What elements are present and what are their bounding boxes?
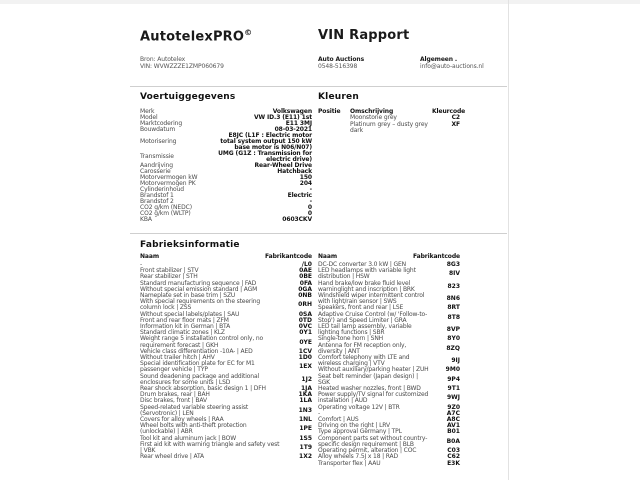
factory-section-title: Fabrieksinformatie [140,240,240,250]
factory-item-name: Drum brakes, rear | BAH [140,391,210,399]
brand-name: AutotelexPRO [140,29,245,45]
factory-row [140,454,312,460]
factory-item-name: Disc brakes, front | BAV [140,397,207,405]
factory-item-code: 8RT [447,304,460,312]
factory-item-code: C03 [447,447,460,455]
factory-item-code: 823 [447,282,460,290]
vehicle-row-value: - [309,186,312,193]
general-email: info@auto-auctions.nl [420,63,484,70]
factory-item-code: A7C [446,409,460,417]
company-block [318,56,364,70]
factory-item-name: LED headlamps with variable light distribution | HSW [318,267,416,281]
source-block [140,56,224,70]
factory-item-name: Operating permit, alteration | COC [318,447,417,455]
factory-item-name: Comfort | AUS [318,416,359,424]
vehicle-row-value: 0 [307,210,312,217]
vehicle-row-label: Model [140,114,158,121]
factory-row [318,461,460,467]
factory-item-name: DC-DC converter 3.0 kW | GEN [318,261,407,268]
factory-item-name: Without special emission standard | AGM [140,285,258,293]
factory-row [140,336,312,348]
factory-item-code: 1KA [298,391,312,399]
factory-item-code: 9P4 [447,375,460,383]
factory-item-name: Seat belt reminder (Japan design) | SGK [318,372,418,386]
factory-item-name: LED tail lamp assembly, variable lighting functions | SBR [318,323,412,337]
factory-item-code: 8T8 [447,313,460,321]
factory-item-code: 0FA [299,279,312,287]
factory-item-code: 1J2 [301,375,312,383]
colors-table [318,108,466,135]
factory-item-code: 8Y0 [447,335,460,343]
brand-logo-text [140,28,252,44]
factory-item-code: A8C [446,416,460,424]
factory-right-body [318,262,460,467]
company-name: Auto Auctions [318,56,365,63]
vehicle-row-label: KBA [140,216,152,223]
vehicle-row-label: Brandstof 1 [140,192,174,199]
vehicle-row-label: Marktcodering [140,120,183,127]
company-phone: 0548-516398 [318,63,358,70]
factory-item-name: Without auxiliary/parking heater | ZUH [318,366,429,374]
factory-item-code: 0BE [299,273,312,281]
factory-item-code: 1EX [299,363,312,371]
factory-item-code: E3K [447,459,460,467]
factory-row [140,299,312,311]
vehicle-row-label: CO2 g/km (NEDC) [140,204,192,211]
factory-item-code: 1LA [299,397,312,405]
vehicle-row [140,217,312,223]
factory-item-name: Heated washer nozzles, front | BWD [318,385,421,393]
vehicle-data-table [140,109,312,223]
page-right-edge-line [508,0,509,480]
factory-item-code: 9IJ [451,357,460,365]
factory-item-code: 1T9 [299,443,312,451]
factory-item-code: 0YE [299,338,312,346]
vehicle-row-label: Transmissie [140,153,174,160]
factory-item-name: First aid kit with warning triangle and safety vest | VBK [140,440,280,455]
factory-item-code: 1S5 [299,434,312,442]
factory-item-name: Special identification plate for EC for M1 passenger vehicle | TYP [140,360,255,374]
color-row [318,122,460,135]
factory-item-name: Hand brake/low brake fluid level warninglight and inscription | BRK [318,279,415,293]
factory-row [318,392,460,404]
factory-item-name: Tool kit and aluminum jack | BOW [140,434,236,442]
factory-item-name: Standard manufacturing sequence | FAD [140,279,257,287]
factory-item-code: 9WJ [446,394,460,402]
document-title: VIN Rapport [318,28,410,43]
vehicle-row-label: Merk [140,108,155,115]
factory-header-code: Fabrikantcode [412,253,460,260]
colors-header-kleurcode: Kleurcode [432,108,466,115]
vehicle-row-label: Brandstof 2 [140,198,174,205]
factory-item-code: B01 [447,428,460,436]
factory-item-code: 0RH [298,301,312,309]
factory-item-code: 0SA [298,310,312,318]
color-row-omschrijving: Moonstone grey [350,114,397,122]
source-line: Bron: Autotelex [140,56,186,63]
colors-table-body [318,115,460,134]
color-row-kleurcode: XF [451,120,460,128]
factory-item-name: Driving on the right | LRV [318,422,390,430]
vehicle-row-value: 150 [299,174,312,181]
factory-item-name: Speed-related variable steering assist (Servotronic) | LEN [140,403,249,417]
vehicle-row-label: Cylinderinhoud [140,186,184,193]
factory-item-code: 8N6 [446,295,460,303]
factory-item-code: 9T1 [447,385,460,393]
factory-item-name: Without trailer hitch | AHV [140,354,215,362]
vehicle-row-value: 0 [307,204,312,211]
factory-item-code: 8IV [448,270,460,278]
vehicle-row-label: Motorvermogen PK [140,180,196,187]
factory-item-name: Transporter flex | AAU [318,459,381,467]
vehicle-row-value: 08-03-2021 [274,126,312,133]
factory-item-name: Sound deadening package and additional enclosures for some units | LSD [140,372,259,386]
factory-item-code: AV1 [446,422,460,430]
factory-item-code: 1D0 [298,354,312,362]
factory-row [140,361,312,373]
factory-item-name: Nameplate set in base trim | SZU [140,292,236,300]
factory-item-name: Rear wheel drive | ATA [140,453,204,461]
factory-item-code: 9Z0 [447,403,460,411]
factory-item-name: Type approval Germany | TPL [318,428,402,436]
vehicle-row-value: Rear-Wheel Drive [254,162,312,169]
factory-left-body [140,262,312,461]
factory-item-name: With special requirements on the steering column lock | ZSS [140,298,261,312]
factory-item-code: 1PE [299,425,312,433]
vin-line: VIN: WVWZZZE1ZMP060679 [140,63,224,70]
factory-item-name: Without special labels/plates | SAU [140,310,240,318]
factory-item-name: Information kit in German | BTA [140,323,231,331]
color-row-omschrijving: Platinum grey – dusty grey dark [350,120,428,135]
factory-item-name: Power supply/TV signal for customized installation | AUD [318,391,429,405]
factory-header-naam: Naam [318,253,337,260]
factory-item-name: Covers for alloy wheels | RAA [140,416,224,424]
factory-item-name: Front stabilizer | STV [140,267,199,275]
vehicle-row-label: Carosserie [140,168,171,175]
factory-item-name: Alloy wheels 7.5J x 18 | RAD [318,453,398,461]
factory-left-header [140,253,312,260]
factory-item-code: 8VP [446,326,460,334]
color-row-positie [318,122,350,135]
factory-item-name: Front and rear floor mats | ZFM [140,316,229,324]
vehicle-row-value: UMG (G1Z : Transmission for electric drive) [218,150,312,163]
factory-item-name: Vehicle class differentiation -10A- | AED [140,347,253,355]
color-row-kleurcode: C2 [451,114,460,122]
factory-item-name: Wheel bolts with anti-theft protection (unlockable) | ABR [140,422,247,436]
factory-item-code: 1JA [300,385,312,393]
vehicle-row-value: 0603CKV [282,216,312,223]
factory-item-name: Rear stabilizer | STH [140,273,198,281]
factory-header-code: Fabrikantcode [264,253,312,260]
vehicle-row-label: Bouwdatum [140,126,176,133]
vehicle-row-value: - [309,198,312,205]
factory-item-code: 0Y1 [299,329,312,337]
factory-item-code: 1CV [298,347,312,355]
factory-item-code: 8G3 [446,261,460,268]
factory-item-name: Standard climatic zones | KLZ [140,329,225,337]
factory-item-name: Windshield wiper intermittent control with light/rain sensor | SWS [318,292,425,306]
factory-table-right [318,253,460,467]
vehicle-row-value: Volkswagen [272,108,312,115]
factory-item-code: 0VC [298,323,312,331]
factory-item-code: 8ZQ [446,344,460,352]
colors-header-omschrijving: Omschrijving [350,108,394,115]
factory-row [140,423,312,435]
factory-item-code: C62 [447,453,460,461]
vehicle-row-label: Motorisering [140,138,177,145]
factory-item-name: Single-tone horn | SNH [318,335,384,343]
colors-section-title: Kleuren [318,92,359,102]
factory-item-code: 1N3 [298,406,312,414]
vehicle-row-value: Electric [287,192,312,199]
factory-item-code: 0NB [298,292,312,300]
factory-right-header [318,253,460,260]
vehicle-section-title: Voertuiggegevens [140,92,236,102]
factory-item-name: Component parts set without country-specific design requirement | BLB [318,434,428,448]
factory-item-code: /L0 [301,261,312,268]
factory-item-code: 9M0 [445,366,460,374]
factory-row [318,268,460,280]
factory-item-name: Weight range 5 installation control only, no requirement forecast | GKH [140,335,264,349]
factory-table-left [140,253,312,461]
vehicle-row-value: E8JC (L1F : Electric motor total system output 150 kW base motor is N06/N07) [220,132,312,151]
vehicle-row-value: VW ID.3 (E11) 1st [253,114,312,121]
factory-item-code: B0A [446,437,460,445]
factory-item-code: 0TD [298,316,312,324]
factory-item-name: Operating voltage 12V | BTR [318,403,400,411]
general-label: Algemeen . [420,56,458,63]
vehicle-row [140,133,312,151]
factory-section-divider [130,233,507,234]
factory-item-code: 1NL [298,416,312,424]
vehicle-row-label: Aandrijving [140,162,173,169]
page-top-edge [0,0,640,4]
factory-header-naam: Naam [140,253,159,260]
vehicle-row-value: Hatchback [277,168,312,175]
factory-item-code: 0GA [298,285,312,293]
vehicle-row-value: E11 3MJ [285,120,312,127]
vehicle-row-label: Motorvermogen kW [140,174,198,181]
factory-item-code: 0AE [299,267,312,275]
colors-header-positie: Positie [318,108,341,115]
factory-item-name: Rear shock absorption, basic design 1 | DFH [140,385,266,393]
vehicle-row-value: 204 [299,180,312,187]
factory-item-name: Antenna for FM reception only, diversity | ANT [318,341,407,355]
vehicle-row-label: CO2 g/km (WLTP) [140,210,191,217]
header-divider [130,86,507,87]
general-contact-block [420,56,484,70]
factory-item-name: Speakers, front and rear | LSE [318,304,404,312]
factory-item-name: Adaptive Cruise Control (w/ 'Follow-to-Stop') and Speed Limiter | GRA [318,310,428,324]
copyright-mark: © [244,28,253,37]
factory-item-name: - [318,409,321,417]
factory-item-name: Comfort telephony with LTE and wireless charging | VTV [318,354,410,368]
factory-item-name: - [140,261,143,268]
factory-item-code: 1X2 [299,453,312,461]
